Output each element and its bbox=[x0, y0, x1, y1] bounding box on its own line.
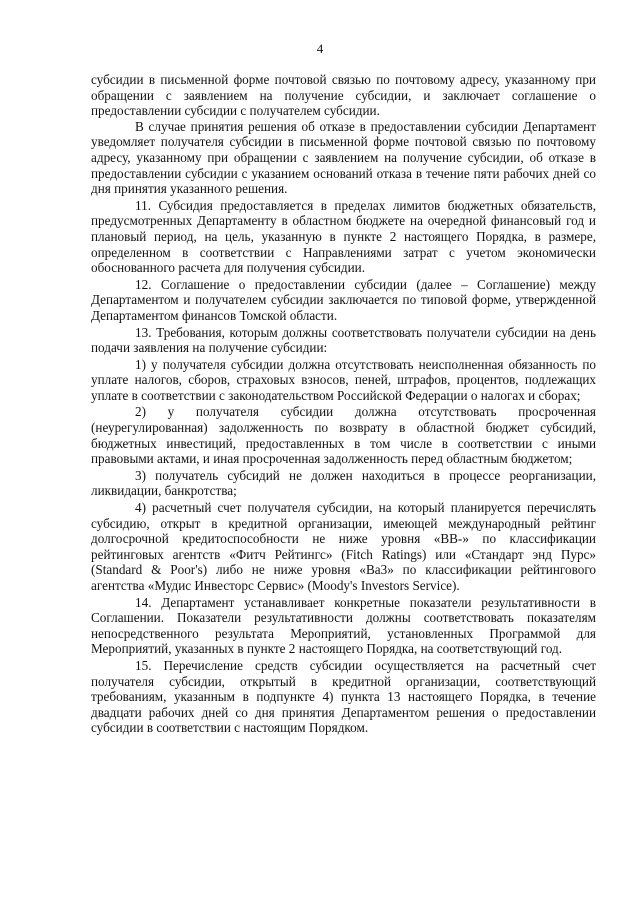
paragraph-continuation: субсидии в письменной форме почтовой связью по почтовому адресу, указанному при обращении с заявлением на получение субсидии, и заключает соглашение о предоставлении субсидии с получателем субсидии. bbox=[91, 72, 596, 119]
paragraph-item-13-4: 4) расчетный счет получателя субсидии, на который планируется перечислять субсидию, открыт в кредитной организации, имеющей международный рейтинг долгосрочной кредитоспособности не ниже уровня «BB-» по классификации рейтинговых агентств «Фитч Рейтингс» (Fitch Ratings) или «Стандарт энд Пурс» (Standard & Poor's) либо не ниже уровня «Ba3» по классификации рейтингового агентства «Мудис Инвесторс Сервис» (Moody's Investors Service). bbox=[91, 500, 596, 593]
page-number: 4 bbox=[316, 41, 324, 56]
paragraph-item-13-3: 3) получатель субсидий не должен находиться в процессе реорганизации, ликвидации, банкротства; bbox=[91, 467, 596, 499]
document-body bbox=[91, 72, 596, 736]
paragraph-item-13-2: 2) у получателя субсидии должна отсутствовать просроченная (неурегулированная) задолженность по возврату в областной бюджет субсидий, бюджетных инвестиций, предоставленных в том числе в соответствии с иными правовыми актами, и иная просроченная задолженность перед областным бюджетом; bbox=[91, 404, 596, 467]
paragraph-item-14: 14. Департамент устанавливает конкретные показатели результативности в Соглашении. Показатели результативности должны соответствовать показателям непосредственного результата Мероприятий, установленных Программой для Мероприятий, указанных в пункте 2 настоящего Порядка, на соответствующий год. bbox=[91, 594, 596, 657]
paragraph-refusal-notice: В случае принятия решения об отказе в предоставлении субсидии Департамент уведомляет получателя субсидии в письменной форме почтовой связью по почтовому адресу, указанному при обращении с заявлением на получение субсидии, об отказе в предоставлении субсидии с указанием оснований отказа в течение пяти рабочих дней со дня принятия указанного решения. bbox=[91, 118, 596, 197]
paragraph-item-13-1: 1) у получателя субсидии должна отсутствовать неисполненная обязанность по уплате налогов, сборов, страховых взносов, пеней, штрафов, процентов, подлежащих уплате в соответствии с законодательством Российской Федерации о налогах и сборах; bbox=[91, 356, 596, 403]
paragraph-item-13: 13. Требования, которым должны соответствовать получатели субсидии на день подачи заявления на получение субсидии: bbox=[91, 324, 596, 356]
paragraph-item-15: 15. Перечисление средств субсидии осуществляется на расчетный счет получателя субсидии, открытый в кредитной организации, соответствующий требованиям, указанным в подпункте 4) пункта 13 настоящего Порядка, в течение двадцати рабочих дней со дня принятия Департаментом решения о предоставлении субсидии в соответствии с настоящим Порядком. bbox=[91, 657, 596, 736]
paragraph-item-12: 12. Соглашение о предоставлении субсидии (далее – Соглашение) между Департаментом и получателем субсидии заключается по типовой форме, утвержденной Департаментом финансов Томской области. bbox=[91, 276, 596, 323]
paragraph-item-11: 11. Субсидия предоставляется в пределах лимитов бюджетных обязательств, предусмотренных Департаменту в областном бюджете на очередной финансовый год и плановый период, на цель, указанную в пункте 2 настоящего Порядка, в размере, определенном в соответствии с Направлениями затрат с учетом экономически обоснованного расчета для получения субсидии. bbox=[91, 197, 596, 276]
